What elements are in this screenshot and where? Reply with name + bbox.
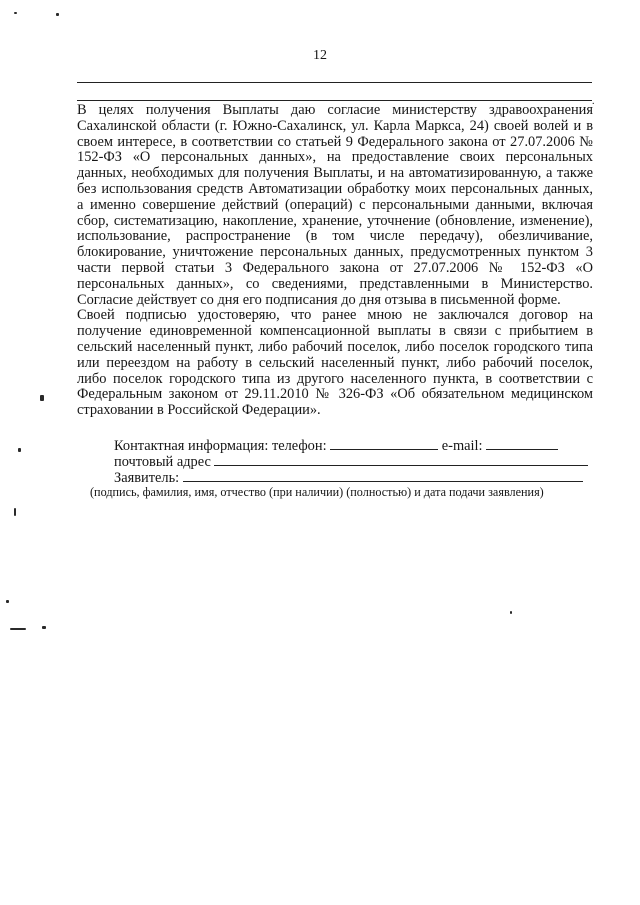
scan-speck	[510, 611, 512, 614]
consent-paragraph: В целях получения Выплаты даю согласие министерству здравоохранения Сахалинской области (г. Южно-Сахалинск, ул. Карла Маркса, 24) своей волей и в своем интересе, в соответствии со статьей 9 Федерального закона от 27.07.2006 № 152-ФЗ «О персональных данных», на предоставление своих персональных данных, необходимых для получения Выплаты, и на автоматизированную, а также без использования средств Автоматизации обработку моих персональных данных, а именно совершение действий (операций) с персональными данными, включая сбор, систематизацию, накопление, хранение, уточнение (обновление, изменение), использование, распространение (в том числе передачу), обезличивание, блокирование, уничтожение персональных данных, предусмотренных пунктом 3 части первой статьи 3 Федерального закона от 27.07.2006 № 152-ФЗ «О персональных данных», со сведениями, представленными в Министерство. Согласие действует со дня его подписания до дня отзыва в письменной форме.	[77, 102, 593, 308]
scan-speck	[10, 628, 26, 630]
scan-speck	[14, 508, 16, 516]
email-blank	[486, 436, 558, 450]
header-rule-bottom	[77, 100, 592, 101]
document-body	[77, 103, 593, 419]
scan-speck	[18, 448, 21, 452]
scan-speck	[40, 395, 44, 401]
contact-label: Контактная информация: телефон:	[114, 438, 327, 454]
signature-caption: (подпись, фамилия, имя, отчество (при наличии) (полностью) и дата подачи заявления)	[90, 485, 544, 499]
postal-label: почтовый адрес	[114, 454, 211, 470]
page-number: 12	[313, 48, 327, 63]
scan-speck	[56, 13, 59, 16]
certification-paragraph: Своей подписью удостоверяю, что ранее мною не заключался договор на получение единовременной компенсационной выплаты в связи с прибытием в сельский населенный пункт, либо рабочий поселок, либо поселок городского типа или переездом на работу в сельский населенный пункт, либо рабочий поселок, либо поселок городского типа из другого населенного пункта, в соответствии с Федеральным законом от 29.11.2010 № 326-ФЗ «Об обязательном медицинском страховании в Российской Федерации».	[77, 307, 593, 419]
scan-speck	[42, 626, 46, 629]
email-label: e-mail:	[441, 438, 483, 454]
phone-blank	[330, 436, 438, 450]
applicant-line	[114, 468, 583, 486]
header-rule-top	[77, 82, 592, 83]
rule-end-dot: .	[592, 96, 595, 107]
signature-blank	[183, 468, 583, 482]
scan-speck	[6, 600, 9, 603]
postal-blank	[214, 452, 588, 466]
applicant-label: Заявитель:	[114, 470, 180, 486]
scan-speck	[14, 12, 17, 14]
